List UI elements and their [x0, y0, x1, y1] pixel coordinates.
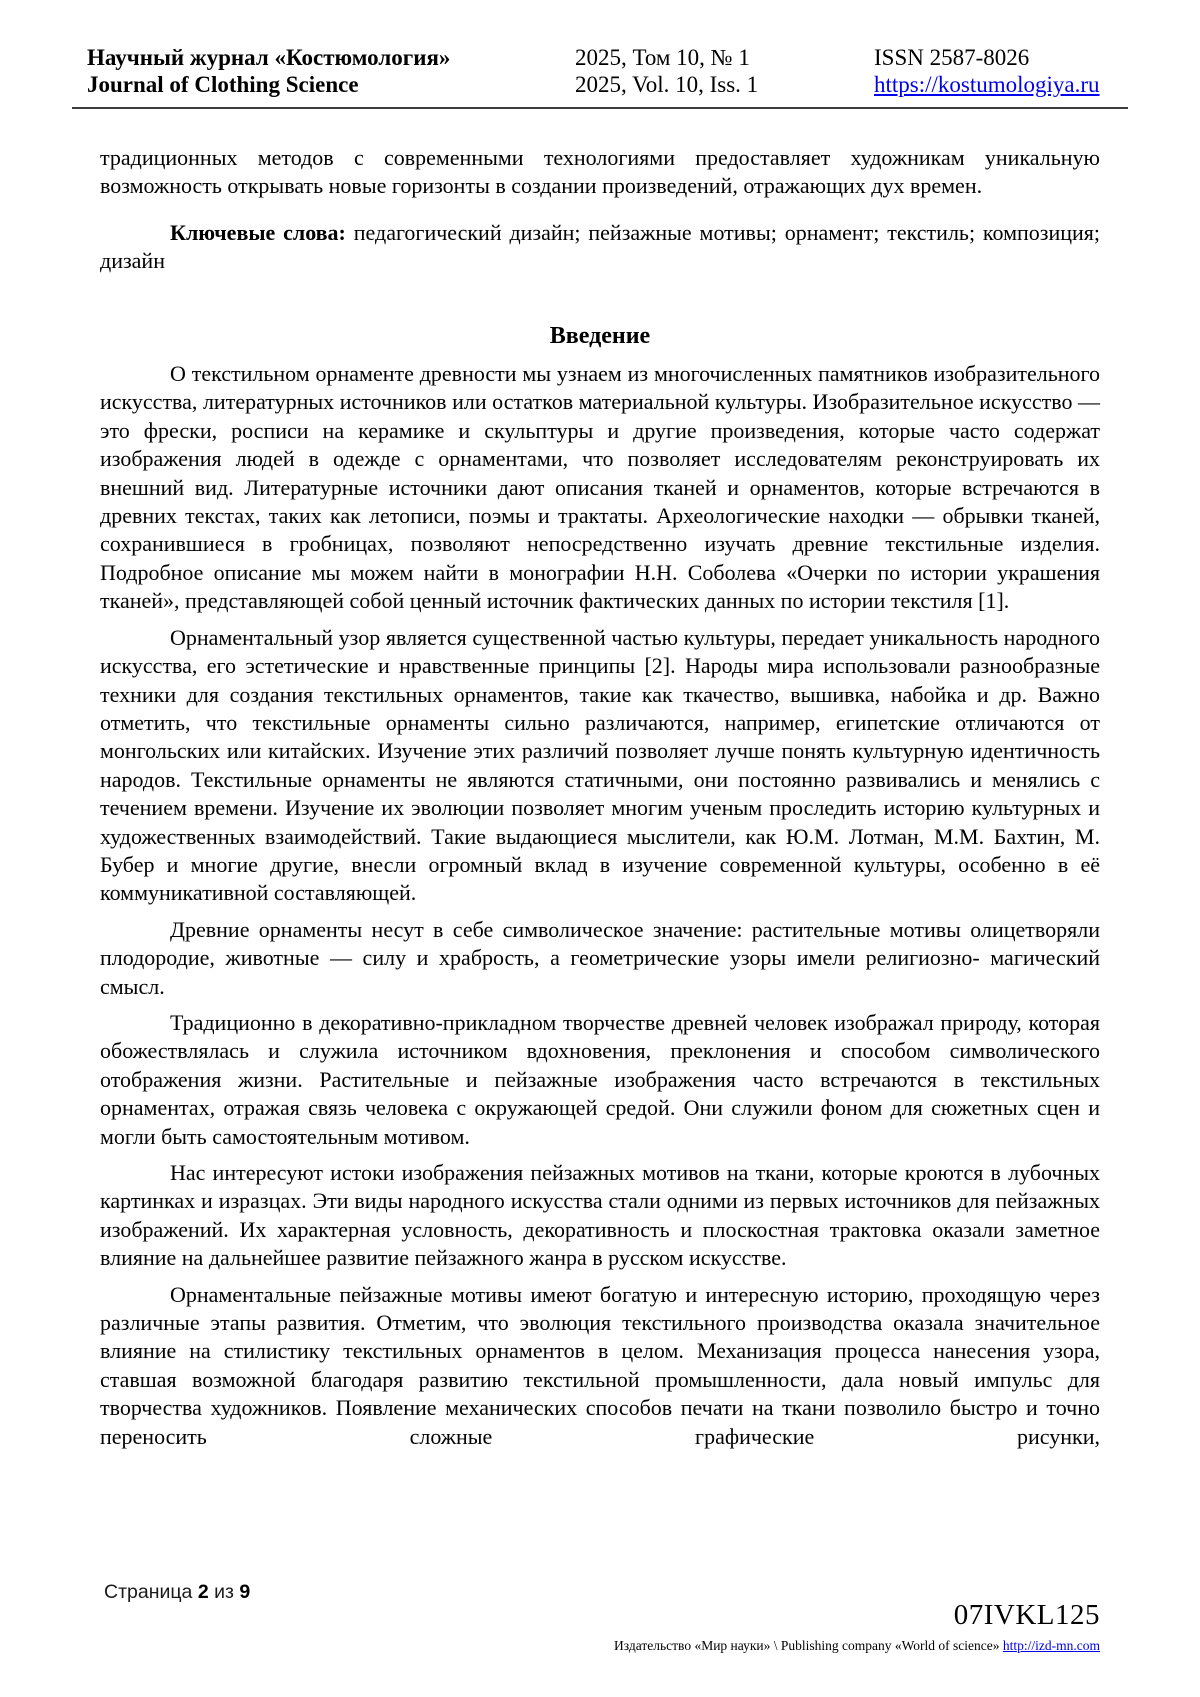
journal-title-ru: Научный журнал «Костюмология» — [87, 45, 451, 70]
intro-paragraph-6: Орнаментальные пейзажные мотивы имеют богатую и интересную историю, проходящую через различные этапы развития. Отметим, что эволюция текстильного производства оказала значительное влияние на стилистику текстильных орнаментов в целом. Механизация процесса нанесения узора, ставшая возможной благодаря развитию текстильной промышленности, дала новый импульс для творчества художников. Появление механических способов печати на ткани позволило быстро и точно переносить сложные графические рисунки, — [100, 1281, 1100, 1449]
intro-paragraph-2: Орнаментальный узор является существенной частью культуры, передает уникальность народного искусства, его эстетические и нравственные принципы [2]. Народы мира использовали разнообразные техники для создания текстильных орнаментов, такие как ткачество, вышивка, набойка и др. Важно отметить, что текстильные орнаменты сильно различаются, например, египетские отличаются от монгольских или китайских. Изучение этих различий позволяет лучше понять культурную идентичность народов. Текстильные орнаменты не являются статичными, они постоянно развивались и менялись с течением времени. Изучение их эволюции позволяет многим ученым проследить историю культурных и художественных взаимодействий. Такие выдающиеся мыслители, как Ю.М. Лотман, М.М. Бахтин, М. Бубер и многие другие, внесли огромный вклад в изучение современной культуры, особенно в её коммуникативной составляющей. — [100, 624, 1100, 906]
intro-paragraph-3: Древние орнаменты несут в себе символическое значение: растительные мотивы олицетворяли плодородие, животные — силу и храбрость, а геометрические узоры имели религиозно- магический смысл. — [100, 916, 1100, 999]
publisher-url-link[interactable]: http://izd-mn.com — [1002, 1638, 1100, 1653]
issue-info-ru: 2025, Том 10, № 1 — [575, 45, 750, 70]
issue-info-block — [575, 44, 874, 98]
intro-paragraph-5: Нас интересуют истоки изображения пейзажных мотивов на ткани, которые кроются в лубочных картинках и изразцах. Эти виды народного искусства стали одними из первых источников для пейзажных изображений. Их характерная условность, декоративность и плоскостная трактовка оказали заметное влияние на дальнейшее развитие пейзажного жанра в русском искусстве. — [100, 1160, 1100, 1271]
intro-paragraph-1: О текстильном орнаменте древности мы узнаем из многочисленных памятников изобразительного искусства, литературных источников или остатков материальной культуры. Изобразительное искусство — это фрески, росписи на керамике и скульптуры и другие произведения, которые часто содержат изображения людей в одежде с орнаментами, что позволяет исследователям реконструировать их внешний вид. Литературные источники дают описания тканей и орнаментов, которые встречаются в древних текстах, таких как летописи, поэмы и трактаты. Археологические находки — обрывки тканей, сохранившиеся в гробницах, позволяют непосредственно изучать древние текстильные изделия. Подробное описание мы можем найти в монографии Н.Н. Соболева «Очерки по истории украшения тканей», представляющей собой ценный источник фактических данных по истории текстиля [1]. — [100, 361, 1100, 614]
intro-paragraph-4: Традиционно в декоративно-прикладном творчестве древней человек изображал природу, которая обожествлялась и служила источником вдохновения, преклонения и способом символического отображения жизни. Растительные и пейзажные изображения часто встречаются в текстильных орнаментах, отражая связь человека с окружающей средой. Они служили фоном для сюжетных сцен и могли быть самостоятельным мотивом. — [100, 1009, 1100, 1149]
keywords-text: педагогический дизайн; пейзажные мотивы; орнамент; текстиль; композиция; дизайн — [100, 219, 1101, 274]
journal-title-block — [72, 44, 575, 98]
publisher-text: Издательство «Мир науки» \ Publishing company «World of science» — [614, 1638, 1000, 1653]
journal-header — [72, 44, 1128, 109]
keywords-paragraph — [100, 219, 1100, 276]
page-current: 2 — [197, 1581, 209, 1603]
issn-block — [874, 44, 1128, 98]
issue-info-en: 2025, Vol. 10, Iss. 1 — [575, 72, 759, 97]
article-body — [100, 144, 1100, 1459]
abstract-continuation-paragraph: традиционных методов с современными технологиями предоставляет художникам уникальную возможность открывать новые горизонты в создании произведений, отражающих дух времен. — [100, 145, 1100, 199]
page-total: 9 — [239, 1581, 251, 1603]
keywords-label: Ключевые слова: — [170, 219, 346, 245]
journal-url-link[interactable]: https://kostumologiya.ru — [874, 72, 1100, 97]
page-number — [104, 1581, 250, 1604]
publisher-line — [614, 1638, 1100, 1654]
page-word: Страница — [104, 1581, 193, 1603]
issn-number: ISSN 2587-8026 — [874, 45, 1030, 70]
article-id: 07IVKL125 — [953, 1599, 1100, 1631]
section-heading-introduction: Введение — [549, 322, 651, 349]
page-of-word: из — [214, 1581, 234, 1603]
journal-title-en: Journal of Clothing Science — [87, 72, 359, 97]
